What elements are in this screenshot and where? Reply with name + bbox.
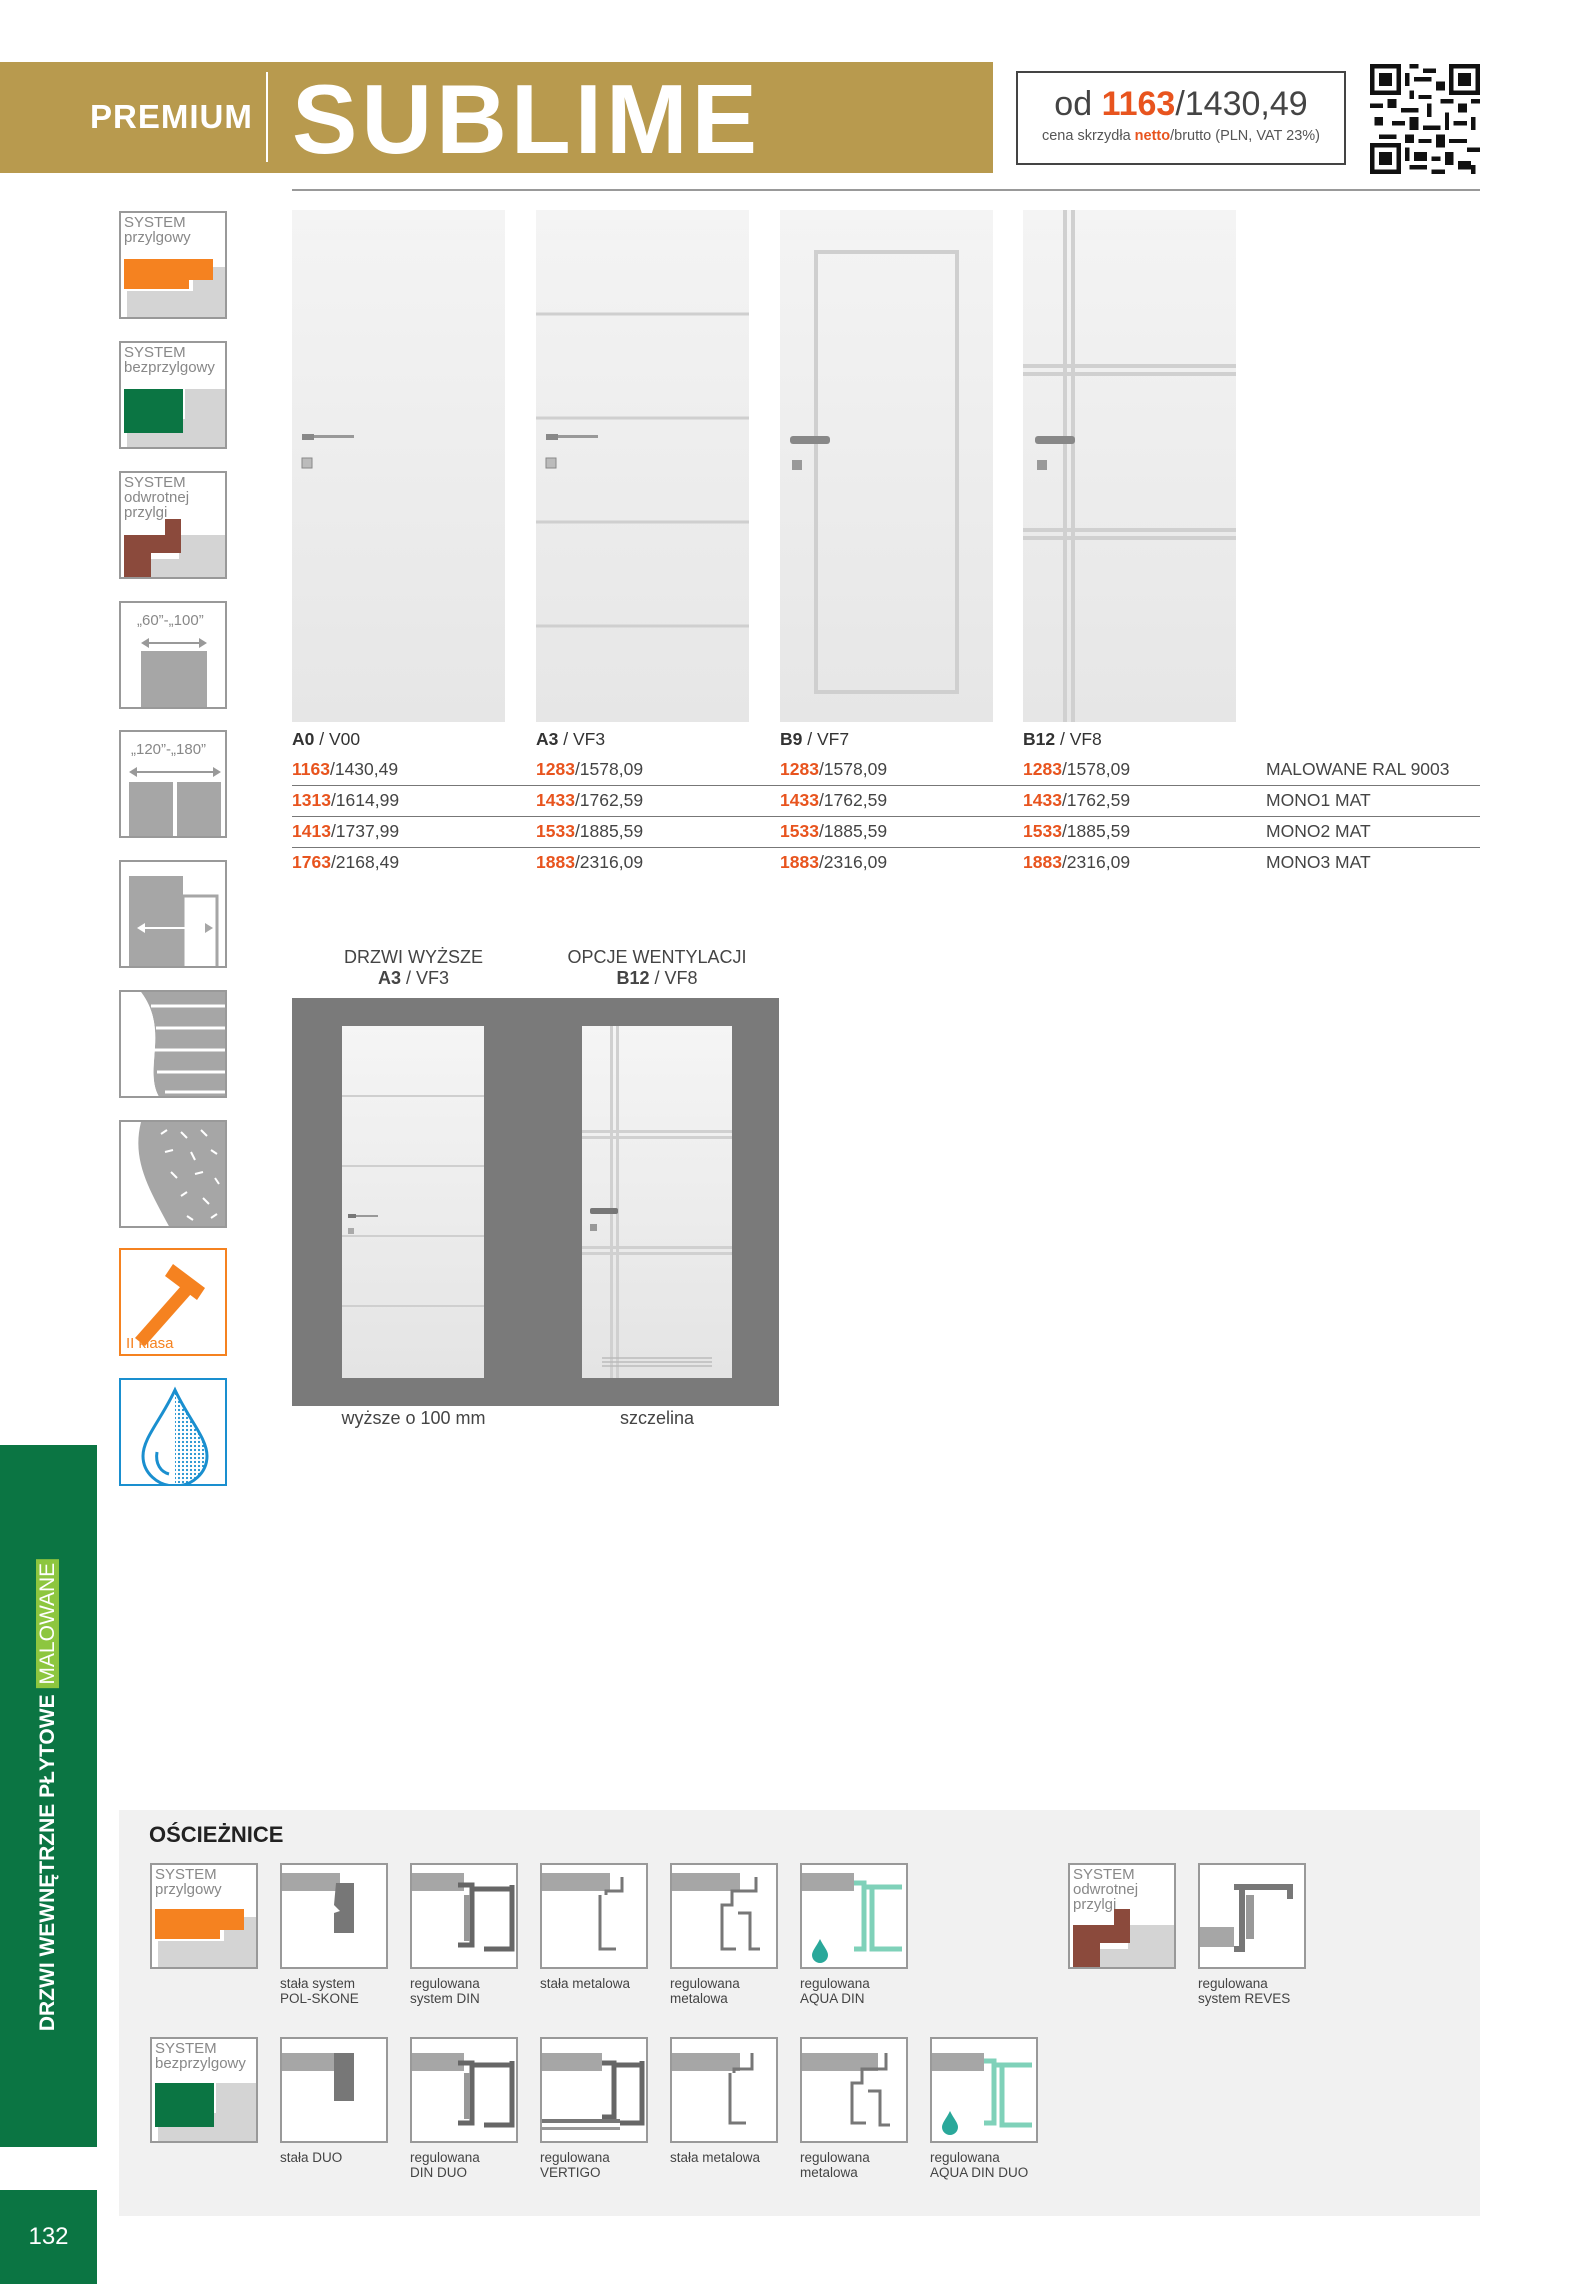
price-cell: 1433/1762,59: [536, 790, 644, 810]
frame-label: regulowana system DIN: [410, 1976, 480, 2006]
door-b12-image: [1023, 210, 1236, 722]
frame-label: stała metalowa: [540, 1976, 631, 1991]
frame-stala-duo-icon: [280, 2037, 388, 2143]
system-odwrotnej-przylgi-icon: SYSTEM odwrotnej przylgi: [119, 471, 227, 579]
price-cell: 1283/1578,09: [780, 759, 888, 779]
frame-system-bezprzylgowy-icon: SYSTEM bezprzylgowy: [150, 2037, 258, 2143]
frame-label: regulowana metalowa: [670, 1976, 740, 2006]
frame-regulowana-aqua-din-duo-icon: [930, 2037, 1038, 2143]
frame-label: stała DUO: [280, 2150, 343, 2165]
moisture-resistance-icon: [119, 1378, 227, 1486]
price-cell: 1883/2316,09: [536, 852, 644, 872]
price-cell: 1283/1578,09: [536, 759, 644, 779]
price-cell: 1763/2168,49: [292, 852, 400, 872]
door-b9-image: [780, 210, 993, 722]
frames-heading: OŚCIEŻNICE: [149, 1822, 284, 1847]
frame-label: regulowana system REVES: [1198, 1976, 1291, 2006]
door-a0-image: [292, 210, 505, 722]
price-cell: 1433/1762,59: [780, 790, 888, 810]
finish-label: MONO1 MAT: [1266, 790, 1371, 810]
higher-doors-caption: DRZWI WYŻSZE A3 / VF3: [344, 947, 483, 988]
frames-section: [119, 1810, 1480, 2216]
frame-system-odwrotnej-przylgi-icon: SYSTEM odwrotnej przylgi: [1068, 1863, 1176, 1969]
frame-regulowana-metalowa-duo-icon: [800, 2037, 908, 2143]
frame-system-przylgowy-icon: SYSTEM przylgowy: [150, 1863, 258, 1969]
frame-stala-pol-skone-icon: [280, 1863, 388, 1969]
frame-label: regulowana AQUA DIN: [800, 1976, 870, 2006]
price-cell: 1413/1737,99: [292, 821, 400, 841]
door-name-a3: A3 / VF3: [536, 729, 606, 749]
honeycomb-core-icon: [119, 990, 227, 1098]
single-width-icon: „60”-„100”: [119, 601, 227, 709]
table-rule: [292, 785, 1480, 786]
price-cell: 1533/1885,59: [536, 821, 644, 841]
options-panel: [292, 998, 779, 1406]
price-cell: 1883/2316,09: [1023, 852, 1131, 872]
header-banner: [0, 62, 993, 173]
price-cell: 1283/1578,09: [1023, 759, 1131, 779]
door-swing-icon: [119, 860, 227, 968]
price-note: cena skrzydła netto/brutto (PLN, VAT 23%): [1041, 128, 1321, 144]
header-rule: [292, 189, 1480, 191]
ventilation-note: szczelina: [619, 1408, 695, 1428]
price-cell: 1433/1762,59: [1023, 790, 1131, 810]
frame-stala-metalowa-duo-icon: [670, 2037, 778, 2143]
hammer-class-icon: II klasa: [119, 1248, 227, 1356]
series-label: PREMIUM: [90, 98, 253, 135]
double-width-icon: „120”-„180”: [119, 730, 227, 838]
frame-regulowana-din-duo-icon: [410, 2037, 518, 2143]
door-name-b9: B9 / VF7: [780, 729, 850, 749]
qr-code[interactable]: [1370, 64, 1480, 174]
frame-label: stała metalowa: [670, 2150, 761, 2165]
table-rule: [292, 816, 1480, 817]
price-headline: od 1163/1430,49: [1054, 85, 1308, 123]
door-name-b12: B12 / VF8: [1023, 729, 1102, 749]
higher-door-image: [342, 1026, 484, 1378]
frame-regulowana-aqua-din-icon: [800, 1863, 908, 1969]
frame-label: stała system POL-SKONE: [280, 1976, 359, 2006]
frame-regulowana-metalowa-icon: [670, 1863, 778, 1969]
frame-label: regulowana AQUA DIN DUO: [930, 2150, 1029, 2180]
header-divider: [266, 72, 268, 162]
ventilation-caption: OPCJE WENTYLACJI B12 / VF8: [567, 947, 747, 988]
page-number: 132: [0, 2190, 97, 2284]
frame-regulowana-din-icon: [410, 1863, 518, 1969]
frame-label: regulowana DIN DUO: [410, 2150, 480, 2180]
price-cell: 1163/1430,49: [292, 759, 399, 779]
door-name-a0: A0 / V00: [292, 729, 361, 749]
frame-label: regulowana metalowa: [800, 2150, 870, 2180]
system-bezprzylgowy-icon: SYSTEM bezprzylgowy: [119, 341, 227, 449]
chipboard-core-icon: [119, 1120, 227, 1228]
frame-label: regulowana VERTIGO: [540, 2150, 610, 2180]
table-rule: [292, 847, 1480, 848]
system-przylgowy-icon: SYSTEM przylgowy: [119, 211, 227, 319]
frame-regulowana-reves-icon: [1198, 1863, 1306, 1969]
category-label: DRZWI WEWNĘTRZNE PŁYTOWE MALOWANE: [36, 1559, 60, 2031]
frame-regulowana-vertigo-icon: [540, 2037, 648, 2143]
ventilation-door-image: [582, 1026, 732, 1378]
price-box: [1016, 71, 1346, 165]
price-cell: 1533/1885,59: [780, 821, 888, 841]
higher-doors-note: wyższe o 100 mm: [341, 1408, 486, 1428]
finish-label: MONO2 MAT: [1266, 821, 1371, 841]
finish-label: MONO3 MAT: [1266, 852, 1371, 872]
page-title: SUBLIME: [292, 64, 761, 174]
price-cell: 1883/2316,09: [780, 852, 888, 872]
price-cell: 1533/1885,59: [1023, 821, 1131, 841]
frame-stala-metalowa-icon: [540, 1863, 648, 1969]
door-a3-image: [536, 210, 749, 722]
finish-label: MALOWANE RAL 9003: [1266, 759, 1450, 779]
price-cell: 1313/1614,99: [292, 790, 400, 810]
